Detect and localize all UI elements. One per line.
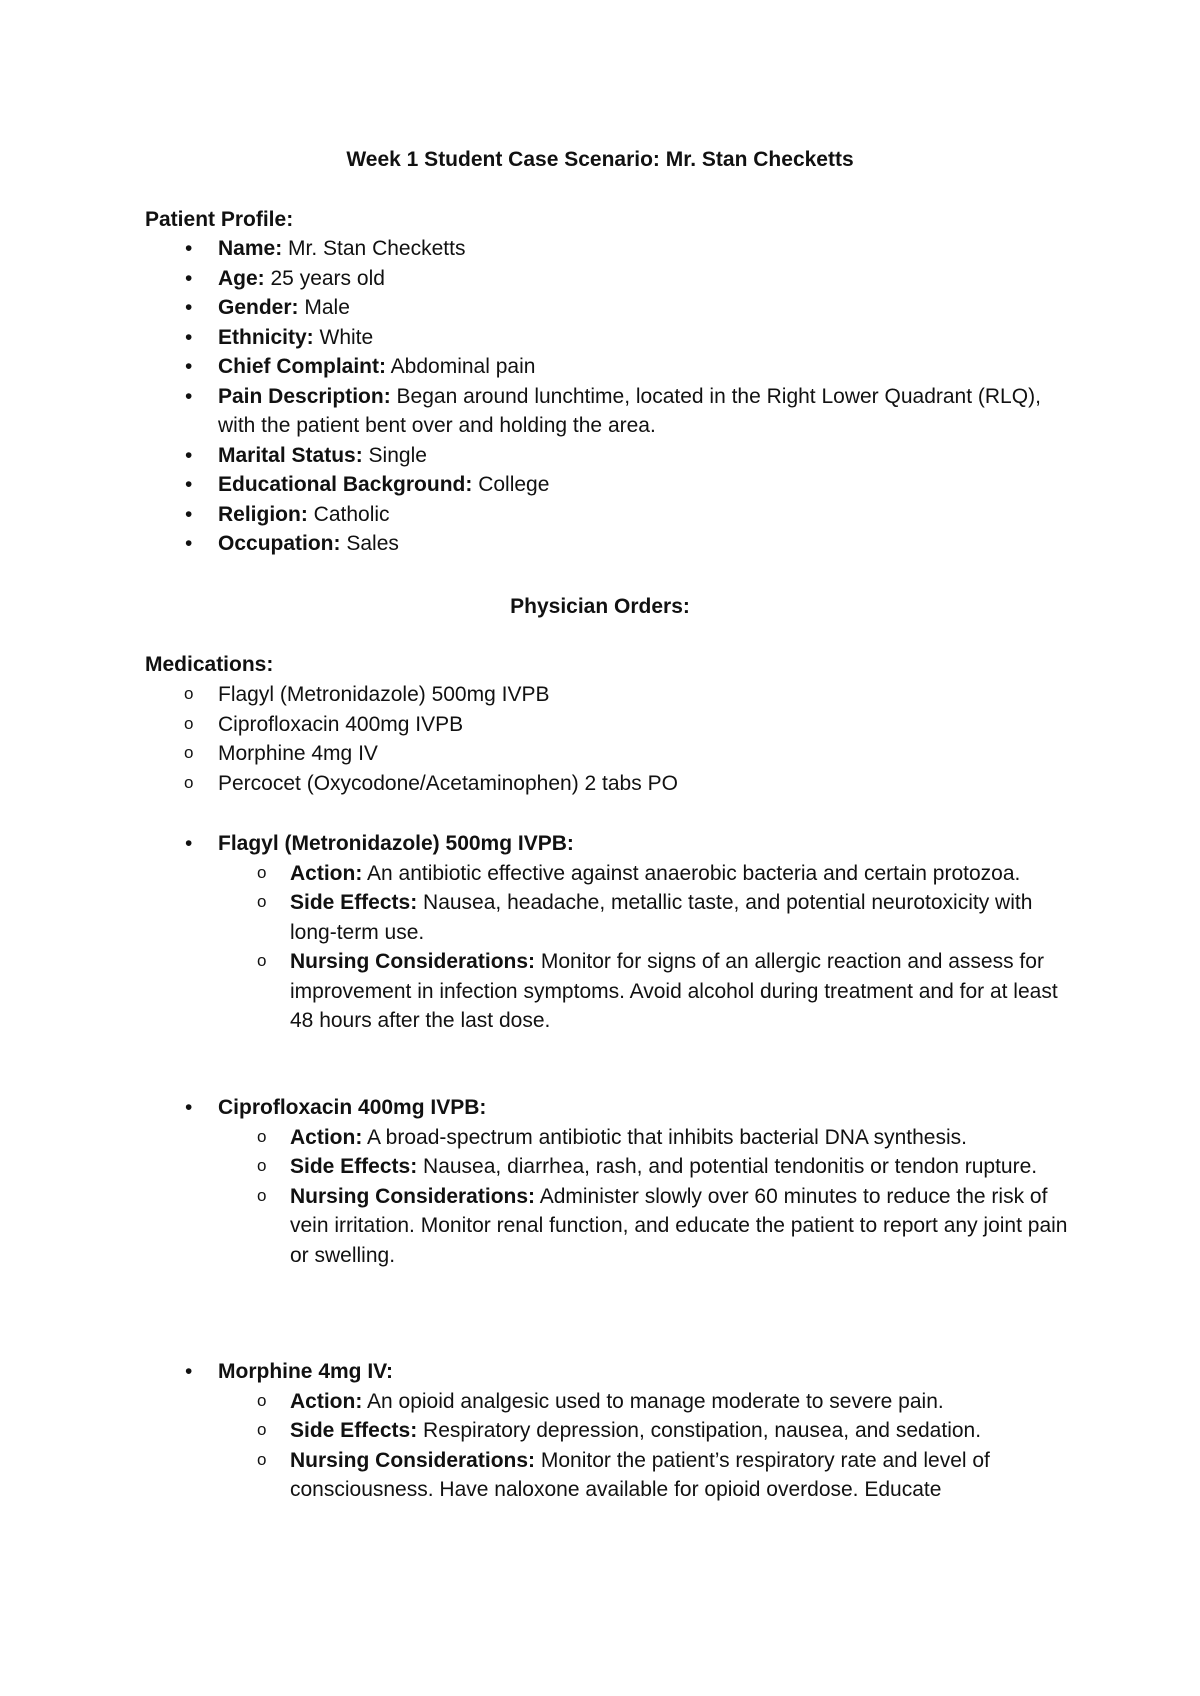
- profile-label: Pain Description:: [218, 384, 391, 408]
- circle-marker: o: [257, 1449, 267, 1469]
- med-detail-name: Flagyl (Metronidazole) 500mg IVPB:: [218, 832, 574, 855]
- document-title: Week 1 Student Case Scenario: Mr. Stan Checketts: [346, 148, 854, 171]
- point-value: A broad-spectrum antibiotic that inhibits bacterial DNA synthesis.: [362, 1125, 967, 1149]
- profile-value: 25 years old: [264, 266, 385, 290]
- circle-marker: o: [257, 1390, 267, 1410]
- med-detail-name: Morphine 4mg IV:: [218, 1360, 394, 1383]
- bullet-marker: •: [185, 384, 193, 408]
- bullet-marker: •: [185, 443, 193, 467]
- point-label: Action:: [290, 861, 363, 885]
- bullet-marker: •: [185, 502, 193, 526]
- med-side-effects: [145, 888, 1075, 947]
- profile-value: Began around lunchtime, located in the Right Lower Quadrant (RLQ), with the patient bent over and holding the area.: [218, 384, 1041, 437]
- patient-profile-list: [145, 234, 1075, 559]
- profile-label: Age:: [218, 266, 265, 290]
- profile-label: Name:: [218, 237, 283, 260]
- bullet-marker: •: [185, 1096, 193, 1119]
- bullet-marker: •: [185, 237, 193, 260]
- medications-heading: Medications:: [145, 653, 274, 676]
- bullet-marker: •: [185, 832, 193, 855]
- bullet-marker: •: [185, 296, 193, 319]
- point-label: Action:: [290, 1389, 363, 1413]
- circle-marker: o: [184, 684, 194, 703]
- point-label: Side Effects:: [290, 1419, 418, 1442]
- med-action: [145, 1123, 1075, 1153]
- profile-item-religion: [145, 500, 1075, 530]
- profile-item-pain-description: [145, 382, 1075, 441]
- bullet-marker: •: [185, 1360, 193, 1383]
- physician-orders-heading: Physician Orders:: [510, 595, 690, 618]
- profile-item-ethnicity: [145, 323, 1075, 353]
- medication-item: [145, 739, 1075, 769]
- circle-marker: o: [257, 1126, 267, 1146]
- point-value: An opioid analgesic used to manage moderate to severe pain.: [362, 1389, 944, 1413]
- med-detail-points: [145, 1387, 1075, 1505]
- bullet-marker: •: [185, 473, 193, 496]
- profile-item-education: [145, 470, 1075, 500]
- medication-item: [145, 769, 1075, 799]
- circle-marker: o: [257, 1156, 267, 1175]
- medication-name: Flagyl (Metronidazole) 500mg IVPB: [218, 683, 550, 706]
- med-detail-points: [145, 1123, 1075, 1271]
- point-label: Nursing Considerations:: [290, 950, 536, 973]
- med-detail-points: [145, 859, 1075, 1036]
- med-nursing-considerations: [145, 1182, 1075, 1271]
- circle-marker: o: [257, 1420, 267, 1439]
- point-label: Side Effects:: [290, 1155, 418, 1178]
- profile-value: Catholic: [307, 502, 390, 526]
- point-label: Action:: [290, 1125, 363, 1149]
- circle-marker: o: [257, 951, 267, 970]
- profile-item-marital-status: [145, 441, 1075, 471]
- profile-item-gender: [145, 293, 1075, 323]
- med-detail-heading: [145, 1093, 1075, 1123]
- bullet-marker: •: [185, 325, 193, 349]
- med-detail-heading: [145, 829, 1075, 859]
- profile-value: Single: [362, 443, 427, 467]
- circle-marker: o: [257, 892, 267, 911]
- medication-name: Morphine 4mg IV: [218, 742, 378, 765]
- medication-item: [145, 710, 1075, 740]
- medication-name: Ciprofloxacin 400mg IVPB: [218, 712, 464, 736]
- point-value: Administer slowly over 60 minutes to reduce the risk of vein irritation. Monitor renal function, and educate the patient to report any joint pain or swelling.: [290, 1184, 1068, 1267]
- profile-label: Ethnicity:: [218, 325, 314, 349]
- circle-marker: o: [257, 862, 267, 882]
- profile-item-chief-complaint: [145, 352, 1075, 382]
- med-action: [145, 1387, 1075, 1417]
- circle-marker: o: [184, 743, 194, 762]
- point-value: Nausea, diarrhea, rash, and potential tendonitis or tendon rupture.: [417, 1155, 1038, 1178]
- medication-item: [145, 680, 1075, 710]
- med-nursing-considerations: [145, 947, 1075, 1036]
- point-value: An antibiotic effective against anaerobic bacteria and certain protozoa.: [362, 861, 1021, 885]
- profile-value: Male: [298, 296, 350, 319]
- circle-marker: o: [257, 1185, 267, 1205]
- point-value: Monitor the patient’s respiratory rate and level of consciousness. Have naloxone available for opioid overdose. Educate: [290, 1448, 990, 1501]
- profile-label: Chief Complaint:: [218, 355, 386, 378]
- medications-list-container: [145, 680, 1075, 798]
- profile-value: College: [472, 473, 550, 496]
- bullet-marker: •: [185, 355, 193, 378]
- point-label: Side Effects:: [290, 891, 418, 914]
- med-detail-list: [145, 1093, 1075, 1123]
- medication-name: Percocet (Oxycodone/Acetaminophen) 2 tabs PO: [218, 771, 678, 795]
- med-side-effects: [145, 1152, 1075, 1182]
- med-detail-name: Ciprofloxacin 400mg IVPB:: [218, 1096, 487, 1119]
- point-value: Nausea, headache, metallic taste, and potential neurotoxicity with long-term use.: [290, 891, 1033, 944]
- profile-label: Gender:: [218, 296, 299, 319]
- profile-value: Abdominal pain: [386, 355, 536, 378]
- med-detail-morphine: [145, 1357, 1075, 1505]
- profile-label: Occupation:: [218, 532, 341, 555]
- circle-marker: o: [184, 772, 194, 792]
- profile-label: Religion:: [218, 502, 308, 526]
- profile-item-age: [145, 264, 1075, 294]
- med-action: [145, 859, 1075, 889]
- med-detail-list: [145, 829, 1075, 859]
- med-detail-heading: [145, 1357, 1075, 1387]
- medications-list: [145, 680, 1075, 798]
- patient-profile-heading: Patient Profile:: [145, 208, 294, 231]
- point-label: Nursing Considerations:: [290, 1184, 536, 1208]
- med-detail-list: [145, 1357, 1075, 1387]
- profile-label: Educational Background:: [218, 473, 473, 496]
- profile-item-occupation: [145, 529, 1075, 559]
- profile-value: Sales: [340, 532, 399, 555]
- point-value: Respiratory depression, constipation, nausea, and sedation.: [417, 1419, 982, 1442]
- point-label: Nursing Considerations:: [290, 1448, 536, 1472]
- point-value: Monitor for signs of an allergic reaction and assess for improvement in infection symptoms. Avoid alcohol during treatment and for at least 48 hours after the last dose.: [290, 950, 1058, 1032]
- med-nursing-considerations: [145, 1446, 1075, 1505]
- circle-marker: o: [184, 713, 194, 733]
- med-detail-flagyl: [145, 829, 1075, 1036]
- profile-value: White: [313, 325, 374, 349]
- med-detail-ciprofloxacin: [145, 1093, 1075, 1270]
- profile-label: Marital Status:: [218, 443, 363, 467]
- patient-profile-list-container: [145, 234, 1075, 559]
- profile-value: Mr. Stan Checketts: [282, 237, 466, 260]
- bullet-marker: •: [185, 266, 193, 290]
- med-side-effects: [145, 1416, 1075, 1446]
- profile-item-name: [145, 234, 1075, 264]
- bullet-marker: •: [185, 532, 193, 555]
